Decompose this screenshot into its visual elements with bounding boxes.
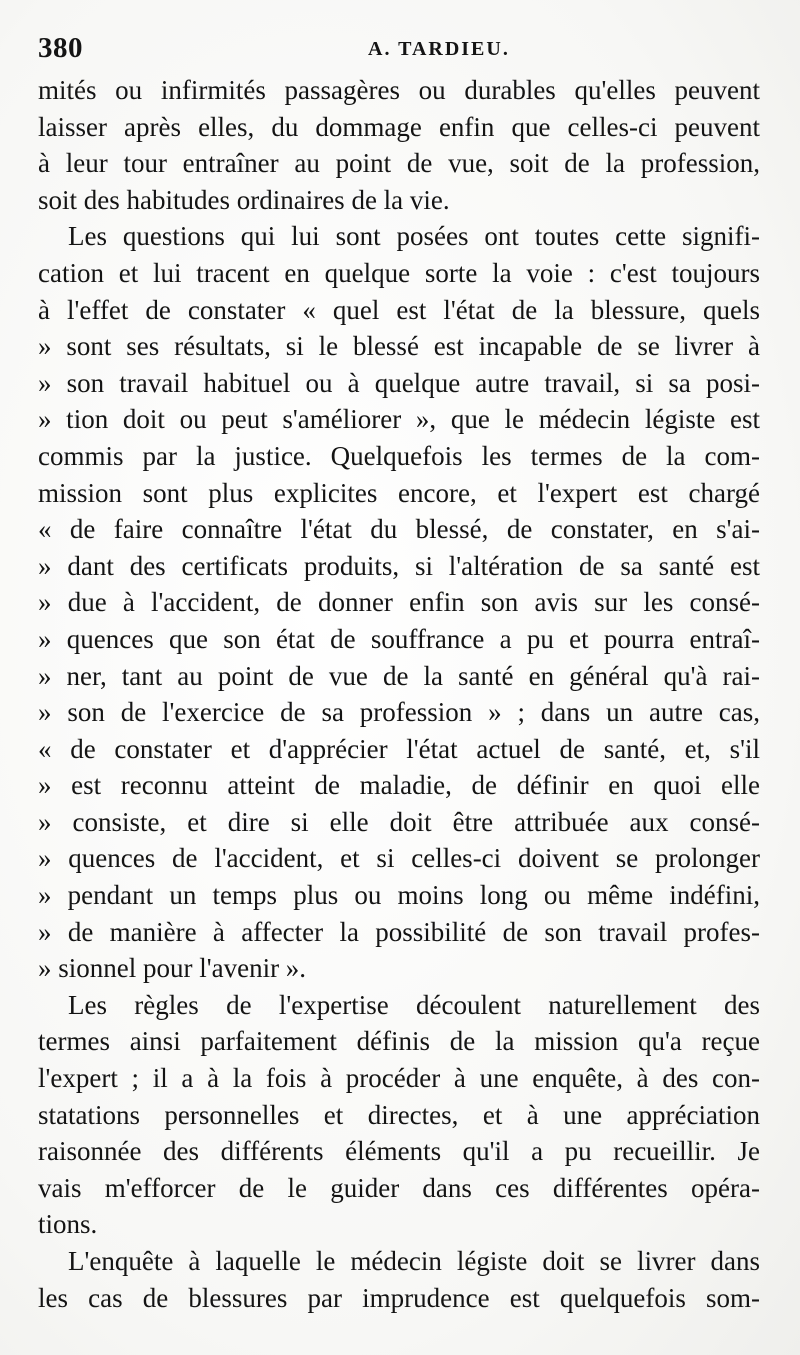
page-header xyxy=(38,32,760,72)
text-line: raisonnée des différents éléments qu'il a pu recueillir. Je xyxy=(38,1136,760,1167)
text-line: commis par la justice. Quelquefois les termes de la com- xyxy=(38,440,760,471)
text-line: Les questions qui lui sont posées ont toutes cette signifi- xyxy=(68,221,760,252)
text-line: » tion doit ou peut s'améliorer », que le médecin légiste est xyxy=(38,404,760,435)
text-line: à leur tour entraîner au point de vue, soit de la profession, xyxy=(38,148,760,179)
body-text xyxy=(38,72,760,1316)
text-line: l'expert ; il a à la fois à procéder à une enquête, à des con- xyxy=(38,1063,760,1094)
page-number: 380 xyxy=(38,32,83,64)
text-line: laisser après elles, du dommage enfin que celles-ci peuvent xyxy=(38,111,760,142)
text-line: mités ou infirmités passagères ou durables qu'elles peuvent xyxy=(38,75,760,105)
text-line: » son travail habituel ou à quelque autre travail, si sa posi- xyxy=(38,367,760,398)
text-line: les cas de blessures par imprudence est quelquefois som- xyxy=(38,1282,760,1313)
text-line: » est reconnu atteint de maladie, de définir en quoi elle xyxy=(38,770,760,801)
text-line: » sont ses résultats, si le blessé est incapable de se livrer à xyxy=(38,331,760,362)
text-line: Les règles de l'expertise découlent naturellement des xyxy=(68,989,760,1020)
text-line: » dant des certificats produits, si l'altération de sa santé est xyxy=(38,550,760,581)
text-line: soit des habitudes ordinaires de la vie. xyxy=(38,184,450,215)
text-line: « de faire connaître l'état du blessé, de constater, en s'ai- xyxy=(38,514,760,545)
text-line: » consiste, et dire si elle doit être attribuée aux consé- xyxy=(38,806,760,837)
text-line: » pendant un temps plus ou moins long ou même indéfini, xyxy=(38,880,760,911)
text-line: cation et lui tracent en quelque sorte la voie : c'est toujours xyxy=(38,257,760,288)
text-line: » quences de l'accident, et si celles-ci doivent se prolonger xyxy=(38,843,760,874)
text-line: à l'effet de constater « quel est l'état de la blessure, quels xyxy=(38,294,760,325)
text-line: » de manière à affecter la possibilité de son travail profes- xyxy=(38,916,760,947)
text-line: » son de l'exercice de sa profession » ; dans un autre cas, xyxy=(38,697,760,728)
text-line: » ner, tant au point de vue de la santé en général qu'à rai- xyxy=(38,660,760,691)
text-line: vais m'efforcer de le guider dans ces différentes opéra- xyxy=(38,1172,760,1203)
text-line: mission sont plus explicites encore, et l'expert est chargé xyxy=(38,477,760,508)
text-line: « de constater et d'apprécier l'état actuel de santé, et, s'il xyxy=(38,733,760,764)
running-head: A. TARDIEU. xyxy=(368,38,510,60)
text-line: » due à l'accident, de donner enfin son avis sur les consé- xyxy=(38,587,760,618)
text-line: termes ainsi parfaitement définis de la mission qu'a reçue xyxy=(38,1026,760,1057)
text-line: » quences que son état de souffrance a pu et pourra entraî- xyxy=(38,623,760,654)
text-line: tions. xyxy=(38,1209,98,1240)
text-line: statations personnelles et directes, et à une appréciation xyxy=(38,1099,760,1130)
text-line: » sionnel pour l'avenir ». xyxy=(38,953,307,984)
text-line: L'enquête à laquelle le médecin légiste doit se livrer dans xyxy=(68,1246,760,1276)
